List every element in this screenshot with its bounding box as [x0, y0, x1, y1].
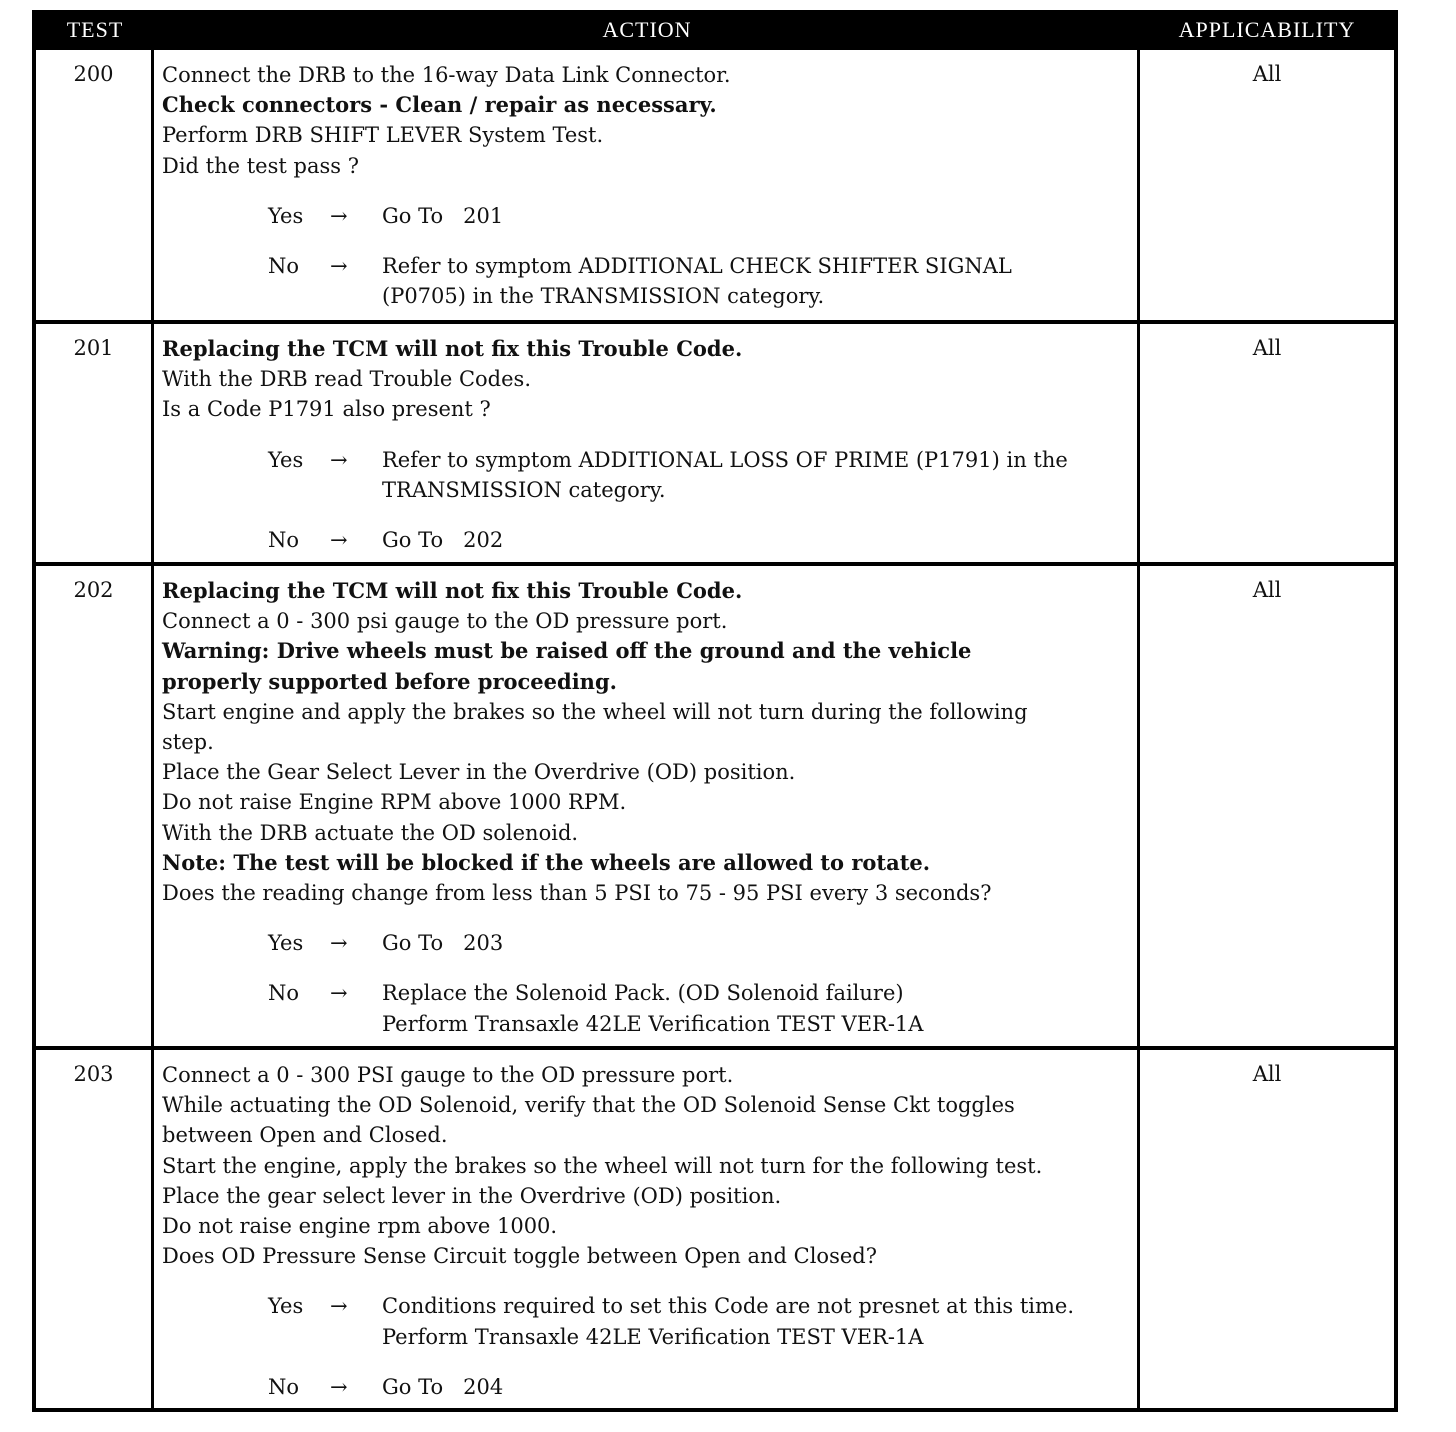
- action-line: Connect a 0 - 300 PSI gauge to the OD pressure port.: [162, 1063, 734, 1087]
- action-line: Place the gear select lever in the Overdrive (OD) position.: [162, 1183, 782, 1208]
- option-label: No: [268, 528, 300, 553]
- action-line: Connect the DRB to the 16-way Data Link Connector.: [162, 63, 731, 87]
- action-line: between Open and Closed.: [162, 1123, 448, 1148]
- result-line: Go To 204: [382, 1374, 504, 1399]
- action-line: With the DRB read Trouble Codes.: [162, 367, 532, 392]
- arrow-icon: →: [330, 1374, 348, 1399]
- header-action: ACTION: [602, 17, 692, 42]
- applicability-value: All: [1252, 578, 1282, 602]
- diagnostic-table: [32, 10, 1398, 1412]
- action-line-bold: properly supported before proceeding.: [162, 668, 617, 694]
- option-result: [382, 928, 1129, 958]
- result-option: [268, 1372, 1129, 1402]
- result-line: Conditions required to set this Code are not presnet at this time.: [382, 1294, 1075, 1319]
- action-line: While actuating the OD Solenoid, verify that the OD Solenoid Sense Ckt toggles: [162, 1093, 1015, 1118]
- test-number: 203: [36, 1050, 154, 1408]
- result-option: [268, 201, 1129, 231]
- action-line: Start the engine, apply the brakes so the wheel will not turn for the following test.: [162, 1153, 1043, 1178]
- table-row: [36, 1046, 1394, 1408]
- option-result: [382, 1372, 1129, 1402]
- action-line: Place the Gear Select Lever in the Overdrive (OD) position.: [162, 760, 796, 785]
- option-result: [382, 525, 1129, 555]
- action-line: Do not raise engine rpm above 1000.: [162, 1214, 558, 1239]
- result-line: Perform Transaxle 42LE Verification TEST VER-1A: [382, 1324, 924, 1349]
- option-label: No: [268, 1374, 300, 1399]
- action-cell: [154, 324, 1140, 562]
- result-option: [268, 251, 1129, 311]
- table-header: [36, 10, 1394, 50]
- option-label: Yes: [268, 203, 304, 228]
- test-number: 201: [36, 324, 154, 562]
- action-cell: [154, 566, 1140, 1046]
- action-line: Is a Code P1791 also present ?: [162, 397, 491, 422]
- action-line-bold: Note: The test will be blocked if the wheels are allowed to rotate.: [162, 849, 931, 875]
- result-option: [268, 525, 1129, 555]
- action-line: Perform DRB SHIFT LEVER System Test.: [162, 123, 604, 148]
- action-cell: [154, 1050, 1140, 1408]
- option-result: [382, 445, 1129, 505]
- option-result: [382, 201, 1129, 231]
- result-line: Go To 201: [382, 203, 504, 228]
- action-line-bold: Warning: Drive wheels must be raised off the ground and the vehicle: [162, 638, 972, 664]
- header-test: TEST: [66, 17, 124, 42]
- result-line: TRANSMISSION category.: [382, 477, 666, 502]
- result-line: Perform Transaxle 42LE Verification TEST VER-1A: [382, 1011, 924, 1036]
- option-label: No: [268, 254, 300, 279]
- arrow-icon: →: [330, 1294, 348, 1319]
- arrow-icon: →: [330, 254, 348, 279]
- test-number: 200: [36, 50, 154, 320]
- result-option: [268, 928, 1129, 958]
- action-line: With the DRB actuate the OD solenoid.: [162, 820, 579, 845]
- action-cell: [154, 50, 1140, 320]
- applicability-value: All: [1252, 62, 1282, 86]
- arrow-icon: →: [330, 981, 348, 1006]
- option-label: No: [268, 981, 300, 1006]
- result-line: (P0705) in the TRANSMISSION category.: [382, 284, 825, 309]
- action-line: Do not raise Engine RPM above 1000 RPM.: [162, 790, 627, 815]
- action-line: Start engine and apply the brakes so the wheel will not turn during the following: [162, 699, 1028, 724]
- result-line: Go To 203: [382, 931, 504, 956]
- table-row: [36, 320, 1394, 562]
- arrow-icon: →: [330, 528, 348, 553]
- action-line: Does OD Pressure Sense Circuit toggle between Open and Closed?: [162, 1244, 877, 1269]
- arrow-icon: →: [330, 447, 348, 472]
- result-option: [268, 1291, 1129, 1351]
- action-line: Does the reading change from less than 5 PSI to 75 - 95 PSI every 3 seconds?: [162, 881, 992, 906]
- action-line-bold: Replacing the TCM will not fix this Trouble Code.: [162, 336, 743, 361]
- action-line: Did the test pass ?: [162, 153, 359, 178]
- test-number: 202: [36, 566, 154, 1046]
- result-line: Refer to symptom ADDITIONAL CHECK SHIFTER SIGNAL: [382, 254, 1012, 279]
- option-label: Yes: [268, 447, 304, 472]
- applicability-value: All: [1252, 1062, 1282, 1086]
- option-result: [382, 251, 1129, 311]
- action-line-bold: Replacing the TCM will not fix this Trouble Code.: [162, 578, 743, 603]
- option-label: Yes: [268, 1294, 304, 1319]
- option-result: [382, 1291, 1129, 1351]
- action-line: step.: [162, 730, 214, 755]
- result-line: Go To 202: [382, 528, 504, 553]
- arrow-icon: →: [330, 203, 348, 228]
- applicability-value: All: [1252, 336, 1282, 360]
- arrow-icon: →: [330, 931, 348, 956]
- header-applicability: APPLICABILITY: [1178, 17, 1356, 42]
- option-label: Yes: [268, 931, 304, 956]
- result-line: Refer to symptom ADDITIONAL LOSS OF PRIME (P1791) in the: [382, 447, 1068, 472]
- table-row: [36, 50, 1394, 320]
- action-line: Connect a 0 - 300 psi gauge to the OD pressure port.: [162, 609, 728, 634]
- table-body: [36, 50, 1394, 1408]
- option-result: [382, 978, 1129, 1038]
- result-option: [268, 978, 1129, 1038]
- result-option: [268, 445, 1129, 505]
- result-line: Replace the Solenoid Pack. (OD Solenoid failure): [382, 981, 904, 1006]
- action-line-bold: Check connectors - Clean / repair as necessary.: [162, 92, 717, 118]
- table-row: [36, 562, 1394, 1046]
